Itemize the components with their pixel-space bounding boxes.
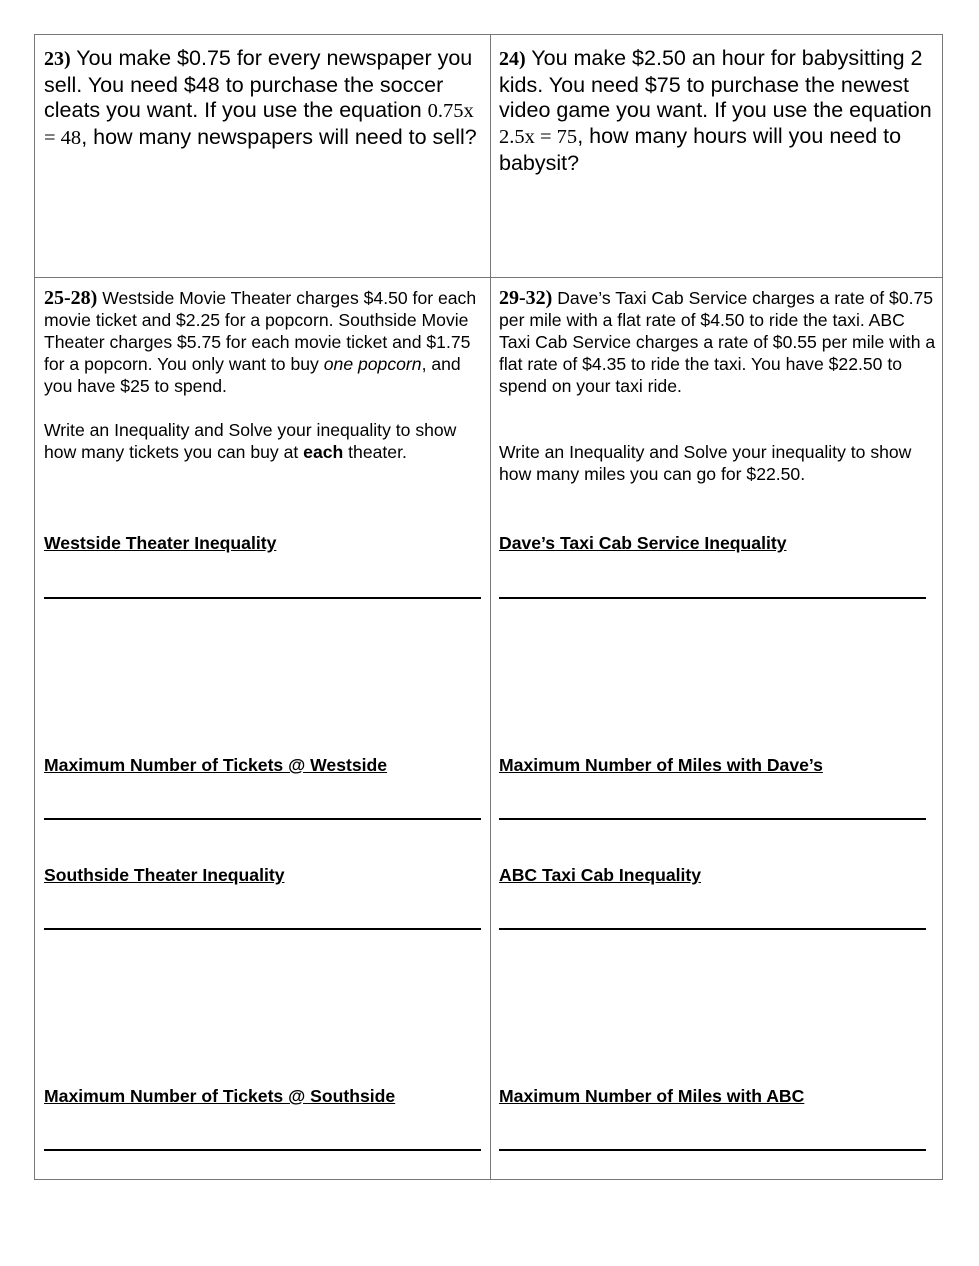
westside-inequality-answer-line[interactable] xyxy=(44,597,481,599)
southside-inequality-label: Southside Theater Inequality xyxy=(44,865,285,885)
question-29-32-text: Dave’s Taxi Cab Service charges a rate of $0.75 per mile with a flat rate of $4.50 to ride the taxi. ABC Taxi Cab Service charges a rate of $0.55 per mile with a flat rate of $4.35 to ride the taxi. You have $22.50 to spend on your taxi ride. xyxy=(499,288,936,396)
instructions-text: Write an Inequality and Solve your inequality to show how many tickets you can buy at xyxy=(44,420,457,462)
abc-max-answer-line[interactable] xyxy=(499,1149,926,1151)
question-23-equation: 0.75x = 48 xyxy=(44,100,474,150)
dave-max-answer-line[interactable] xyxy=(499,818,926,820)
question-25-28-text: Westside Movie Theater charges $4.50 for each movie ticket and $2.25 for a popcorn. Southside Movie Theater charges $5.75 for each movie ticket and $1.75 for a popcorn. You only want to buy xyxy=(44,288,477,374)
southside-inequality-answer-line[interactable] xyxy=(44,928,481,930)
question-23-number: 23) xyxy=(44,48,71,70)
question-23 xyxy=(44,46,479,152)
question-23-text: You make $0.75 for every newspaper you sell. You need $48 to purchase the soccer cleats you want. If you use the equation xyxy=(44,46,473,123)
question-24-text-end: , how many hours will you need to babysit? xyxy=(499,124,902,175)
row-divider xyxy=(35,277,942,278)
question-25-28-instructions xyxy=(44,419,484,463)
westside-max-answer-line[interactable] xyxy=(44,818,481,820)
instructions-bold: each xyxy=(303,442,344,462)
instructions-text-end: theater. xyxy=(343,442,407,462)
question-23-text-end: , how many newspapers will need to sell? xyxy=(81,125,477,150)
column-divider xyxy=(490,35,491,1179)
question-25-28 xyxy=(44,287,484,463)
abc-inequality-answer-line[interactable] xyxy=(499,928,926,930)
westside-inequality-label: Westside Theater Inequality xyxy=(44,533,277,553)
question-24-number: 24) xyxy=(499,48,526,70)
dave-inequality-answer-line[interactable] xyxy=(499,597,926,599)
question-25-28-number: 25-28) xyxy=(44,287,98,309)
abc-inequality-label: ABC Taxi Cab Inequality xyxy=(499,865,702,885)
question-29-32-instructions: Write an Inequality and Solve your inequality to show how many miles you can go for $22.50. xyxy=(499,442,912,484)
abc-max-label: Maximum Number of Miles with ABC xyxy=(499,1086,805,1106)
question-29-32 xyxy=(499,287,939,485)
dave-max-label: Maximum Number of Miles with Dave’s xyxy=(499,755,823,775)
worksheet-grid xyxy=(34,34,943,1180)
question-24-text: You make $2.50 an hour for babysitting 2 kids. You need $75 to purchase the newest video game you want. If you use the equation xyxy=(499,46,932,123)
question-24 xyxy=(499,46,939,177)
dave-inequality-label: Dave’s Taxi Cab Service Inequality xyxy=(499,533,787,553)
question-25-28-emphasis: one popcorn xyxy=(323,354,422,374)
westside-max-label: Maximum Number of Tickets @ Westside xyxy=(44,755,388,775)
question-29-32-number: 29-32) xyxy=(499,287,553,309)
southside-max-answer-line[interactable] xyxy=(44,1149,481,1151)
question-29-32-prompt xyxy=(499,287,939,397)
question-24-equation: 2.5x = 75 xyxy=(499,126,578,149)
question-25-28-text-end: , and you have $25 to spend. xyxy=(44,354,461,396)
southside-max-label: Maximum Number of Tickets @ Southside xyxy=(44,1086,396,1106)
question-25-28-prompt xyxy=(44,287,484,397)
